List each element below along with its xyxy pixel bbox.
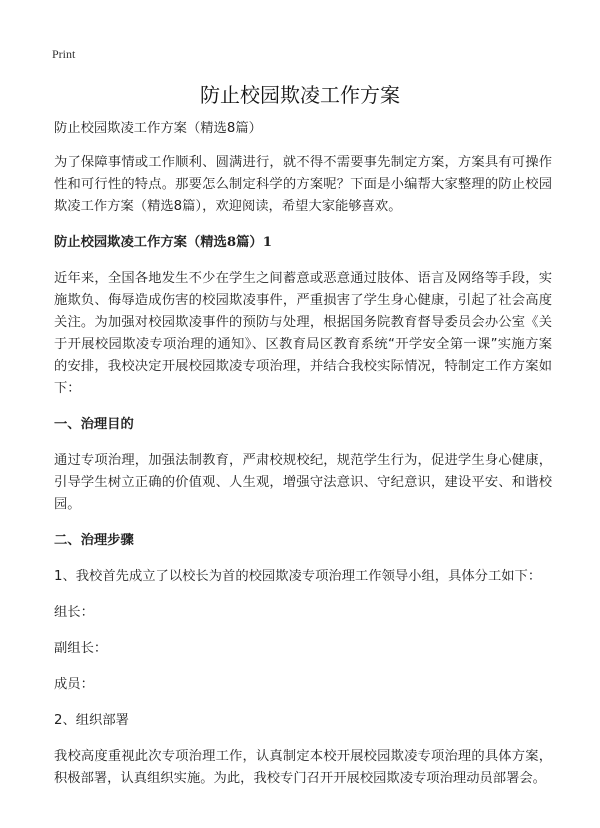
document-body [54,118,552,804]
step-2-heading: 2、组织部署 [54,713,129,728]
document-title: 防止校园欺凌工作方案 [200,83,400,107]
vice-leader-line: 副组长： [54,641,108,656]
background-paragraph: 近年来，全国各地发生不少在学生之间蓄意或恶意通过肢体、语言及网络等手段，实施欺负、侮辱造成伤害的校园欺凌事件，严重损害了学生身心健康，引起了社会高度关注。为加强对校园欺凌事件的预防与处理，根据国务院教育督导委员会办公室《关于开展校园欺凌专项治理的通知》、区教育局区教育系统“开学安全第一课”实施方案的安排，我校决定开展校园欺凌专项治理，并结合我校实际情况，特制定工作方案如下： [54,271,552,396]
section-heading: 防止校园欺凌工作方案（精选8篇）1 [54,235,272,250]
heading-governance-purpose: 一、治理目的 [54,417,134,432]
purpose-paragraph: 通过专项治理，加强法制教育，严肃校规校纪，规范学生行为，促进学生身心健康，引导学生树立正确的价值观、人生观，增强守法意识、守纪意识，建设平安、和谐校园。 [54,453,552,512]
leader-line: 组长： [54,605,94,620]
heading-governance-steps: 二、治理步骤 [54,533,134,548]
deployment-paragraph: 我校高度重视此次专项治理工作，认真制定本校开展校园欺凌专项治理的具体方案，积极部署，认真组织实施。为此，我校专门召开开展校园欺凌专项治理动员部署会。 [54,749,552,786]
document-subtitle: 防止校园欺凌工作方案（精选8篇） [54,121,262,136]
members-line: 成员： [54,677,94,692]
intro-paragraph: 为了保障事情或工作顺利、圆满进行，就不得不需要事先制定方案，方案具有可操作性和可行性的特点。那要怎么制定科学的方案呢？下面是小编帮大家整理的防止校园欺凌工作方案（精选8篇），欢迎阅读，希望大家能够喜欢。 [54,155,552,214]
step-1-paragraph: 1、我校首先成立了以校长为首的校园欺凌专项治理工作领导小组，具体分工如下： [54,569,542,584]
print-label: Print [52,47,76,61]
